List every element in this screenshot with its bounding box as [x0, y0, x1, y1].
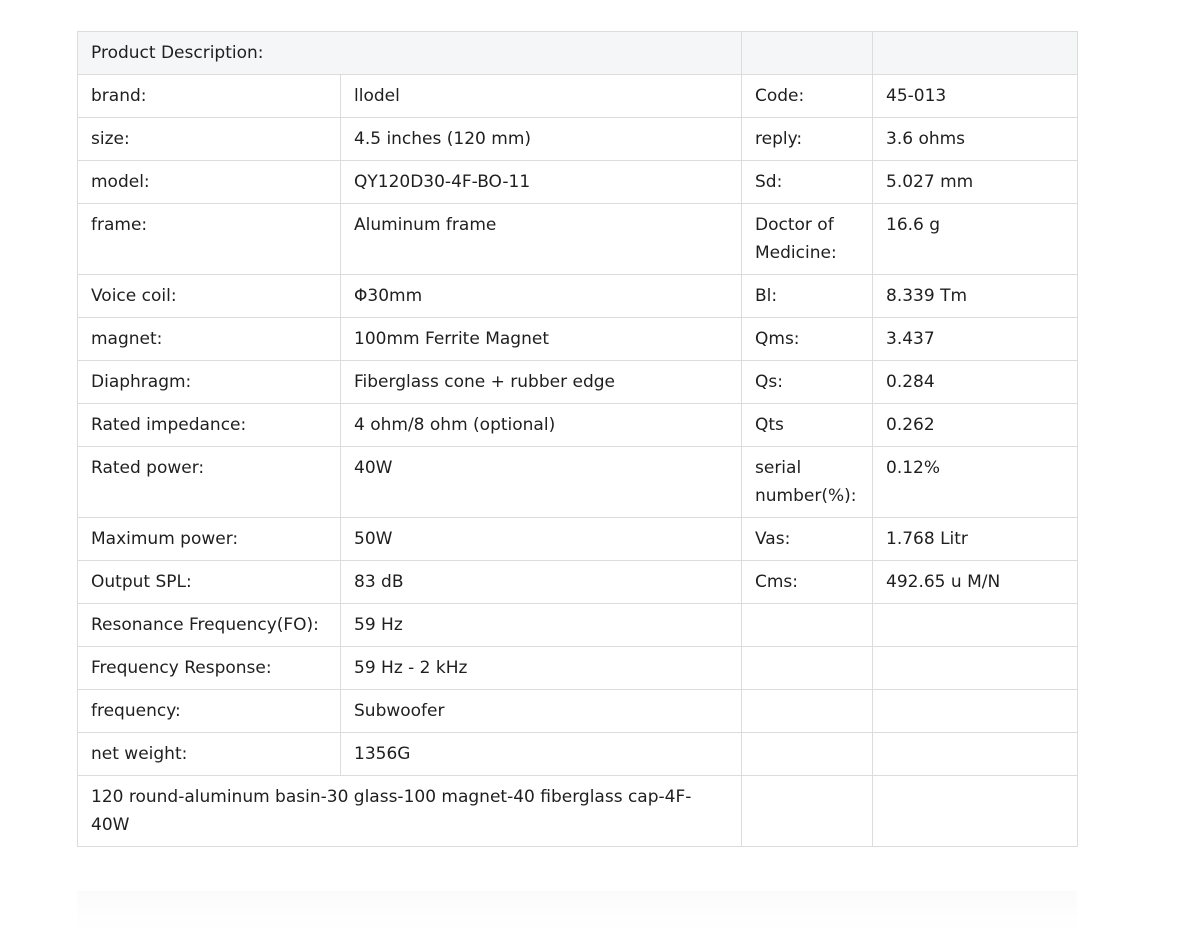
- spec-label: frequency:: [78, 690, 341, 733]
- spec-label: Voice coil:: [78, 275, 341, 318]
- param-label: [742, 690, 873, 733]
- spec-value: 100mm Ferrite Magnet: [341, 318, 742, 361]
- header-cell-empty: [742, 32, 873, 75]
- spec-label: Diaphragm:: [78, 361, 341, 404]
- spec-value: llodel: [341, 75, 742, 118]
- spec-value: 40W: [341, 447, 742, 518]
- footer-cell-empty: [742, 776, 873, 847]
- param-value: [873, 604, 1078, 647]
- param-label: Doctor of Medicine:: [742, 204, 873, 275]
- table-row: [78, 204, 1078, 275]
- table-header-row: [78, 32, 1078, 75]
- param-label: Sd:: [742, 161, 873, 204]
- param-label: Vas:: [742, 518, 873, 561]
- product-description-heading: Product Description:: [78, 32, 742, 75]
- spec-value: 4 ohm/8 ohm (optional): [341, 404, 742, 447]
- param-value: [873, 647, 1078, 690]
- spec-label: Maximum power:: [78, 518, 341, 561]
- param-label: [742, 647, 873, 690]
- param-label: [742, 733, 873, 776]
- product-summary-text: 120 round-aluminum basin-30 glass-100 magnet-40 fiberglass cap-4F-40W: [78, 776, 742, 847]
- table-bottom-shadow: [77, 891, 1077, 932]
- param-value: 3.6 ohms: [873, 118, 1078, 161]
- spec-value: 83 dB: [341, 561, 742, 604]
- param-label: serial number(%):: [742, 447, 873, 518]
- param-label: [742, 604, 873, 647]
- table-row: [78, 318, 1078, 361]
- param-value: 1.768 Litr: [873, 518, 1078, 561]
- spec-value: Φ30mm: [341, 275, 742, 318]
- table-row: [78, 604, 1078, 647]
- spec-value: Aluminum frame: [341, 204, 742, 275]
- spec-label: Rated impedance:: [78, 404, 341, 447]
- param-label: Qts: [742, 404, 873, 447]
- param-value: 0.12%: [873, 447, 1078, 518]
- spec-value: 50W: [341, 518, 742, 561]
- table-row: [78, 161, 1078, 204]
- product-spec-table: [77, 31, 1078, 847]
- param-value: [873, 690, 1078, 733]
- spec-label: net weight:: [78, 733, 341, 776]
- table-row: [78, 647, 1078, 690]
- param-label: Code:: [742, 75, 873, 118]
- spec-label: brand:: [78, 75, 341, 118]
- param-label: Cms:: [742, 561, 873, 604]
- spec-value: 59 Hz: [341, 604, 742, 647]
- param-value: 3.437: [873, 318, 1078, 361]
- param-label: Qs:: [742, 361, 873, 404]
- param-value: 5.027 mm: [873, 161, 1078, 204]
- spec-value: QY120D30-4F-BO-11: [341, 161, 742, 204]
- spec-label: frame:: [78, 204, 341, 275]
- param-label: Qms:: [742, 318, 873, 361]
- param-label: reply:: [742, 118, 873, 161]
- param-value: 45-013: [873, 75, 1078, 118]
- param-value: 0.262: [873, 404, 1078, 447]
- param-label: Bl:: [742, 275, 873, 318]
- spec-label: Resonance Frequency(FO):: [78, 604, 341, 647]
- spec-value: Fiberglass cone + rubber edge: [341, 361, 742, 404]
- table-footer-row: [78, 776, 1078, 847]
- table-row: [78, 75, 1078, 118]
- spec-label: Frequency Response:: [78, 647, 341, 690]
- spec-value: 59 Hz - 2 kHz: [341, 647, 742, 690]
- spec-label: Rated power:: [78, 447, 341, 518]
- param-value: 0.284: [873, 361, 1078, 404]
- table-row: [78, 733, 1078, 776]
- spec-label: size:: [78, 118, 341, 161]
- table-row: [78, 690, 1078, 733]
- table-row: [78, 561, 1078, 604]
- spec-value: Subwoofer: [341, 690, 742, 733]
- spec-label: Output SPL:: [78, 561, 341, 604]
- table-row: [78, 361, 1078, 404]
- table-row: [78, 518, 1078, 561]
- footer-cell-empty: [873, 776, 1078, 847]
- table-row: [78, 404, 1078, 447]
- param-value: 492.65 u M/N: [873, 561, 1078, 604]
- spec-label: magnet:: [78, 318, 341, 361]
- table-row: [78, 447, 1078, 518]
- spec-label: model:: [78, 161, 341, 204]
- header-cell-empty: [873, 32, 1078, 75]
- param-value: [873, 733, 1078, 776]
- spec-value: 1356G: [341, 733, 742, 776]
- table-row: [78, 275, 1078, 318]
- param-value: 16.6 g: [873, 204, 1078, 275]
- spec-value: 4.5 inches (120 mm): [341, 118, 742, 161]
- param-value: 8.339 Tm: [873, 275, 1078, 318]
- table-row: [78, 118, 1078, 161]
